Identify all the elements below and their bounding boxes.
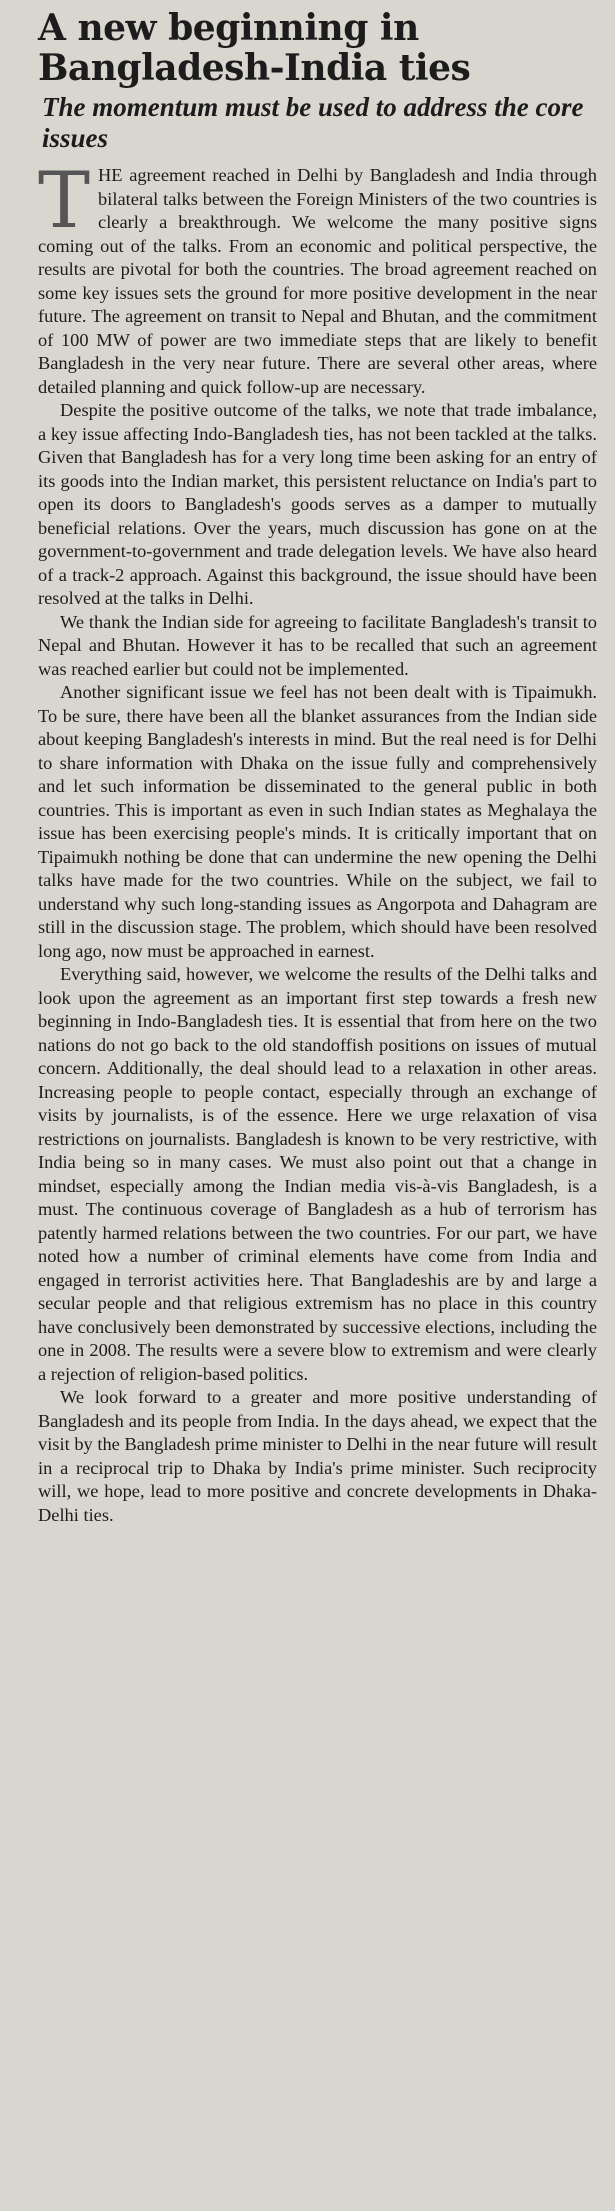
paragraph-1 <box>38 156 597 399</box>
drop-cap: T <box>38 156 91 246</box>
paragraph-6: We look forward to a greater and more positive understanding of Bangladesh and its people from India. In the days ahead, we expect that the visit by the Bangladesh prime minister to Delhi in the near future will result in a reciprocal trip to Dhaka by India's prime minister. Such reciprocity will, we hope, lead to more positive and concrete developments in Dhaka-Delhi ties. <box>38 1387 597 1525</box>
article-body <box>38 156 597 1527</box>
paragraph-3: We thank the Indian side for agreeing to facilitate Bangladesh's transit to Nepal and Bhutan. However it has to be recalled that such an agreement was reached earlier but could not be implemented. <box>38 611 597 679</box>
paragraph-5: Everything said, however, we welcome the results of the Delhi talks and look upon the agreement as an important first step towards a fresh new beginning in Indo-Bangladesh ties. It is essential that from here on the two nations do not go back to the old standoffish positions on issues of mutual concern. Additionally, the deal should lead to a relaxation in other areas. Increasing people to people contact, especially through an exchange of visits by journalists, is of the essence. Here we urge relaxation of visa restrictions on journalists. Bangladesh is known to be very restrictive, with India being so in many cases. We must also point out that a change in mindset, especially among the Indian media vis-à-vis Bangladesh, is a must. The continuous coverage of Bangladesh as a hub of terrorism has patently harmed relations between the two countries. For our part, we have noted how a number of criminal elements have come from India and engaged in terrorist activities here. That Bangladeshis are by and large a secular people and that religious extremism has no place in this country have conclusively been demonstrated by successive elections, including the one in 2008. The results were a severe blow to extremism and were clearly a rejection of religion-based politics. <box>38 964 597 1384</box>
paragraph-4: Another significant issue we feel has not been dealt with is Tipaimukh. To be sure, there have been all the blanket assurances from the Indian side about keeping Bangladesh's interests in mind. But the real need is for Delhi to share information with Dhaka on the issue fully and comprehensively and let such information be disseminated to the general public in both countries. This is important as even in such Indian states as Meghalaya the issue has been exercising people's minds. It is critically important that on Tipaimukh nothing be done that can undermine the new opening the Delhi talks have made for the two countries. While on the subject, we fail to understand why such long-standing issues as Angorpota and Dahagram are still in the discussion stage. The problem, which should have been resolved long ago, now must be approached in earnest. <box>38 682 597 961</box>
paragraph-2: Despite the positive outcome of the talks, we note that trade imbalance, a key issue affecting Indo-Bangladesh ties, has not been tackled at the talks. Given that Bangladesh has for a very long time been asking for an entry of its goods into the Indian market, this persistent reluctance on India's part to open its doors to Bangladesh's goods serves as a damper to mutually beneficial relations. Over the years, much discussion has gone on at the government-to-government and trade delegation levels. We have also heard of a track-2 approach. Against this background, the issue should have been resolved at the talks in Delhi. <box>38 400 597 608</box>
subheadline: The momentum must be used to address the core issues <box>42 92 584 153</box>
paragraph-1-text: HE agreement reached in Delhi by Bangladesh and India through bilateral talks between the Foreign Ministers of the two countries is clearly a breakthrough. We welcome the many positive signs coming out of the talks. From an economic and political perspective, the results are pivotal for both the countries. The broad agreement reached on some key issues sets the ground for more positive development in the near future. The agreement on transit to Nepal and Bhutan, and the commitment of 100 MW of power are two immediate steps that are likely to benefit Bangladesh in the very near future. There are several other areas, where detailed planning and quick follow-up are necessary. <box>38 165 597 397</box>
headline: A new beginning in Bangladesh-India ties <box>38 7 471 89</box>
